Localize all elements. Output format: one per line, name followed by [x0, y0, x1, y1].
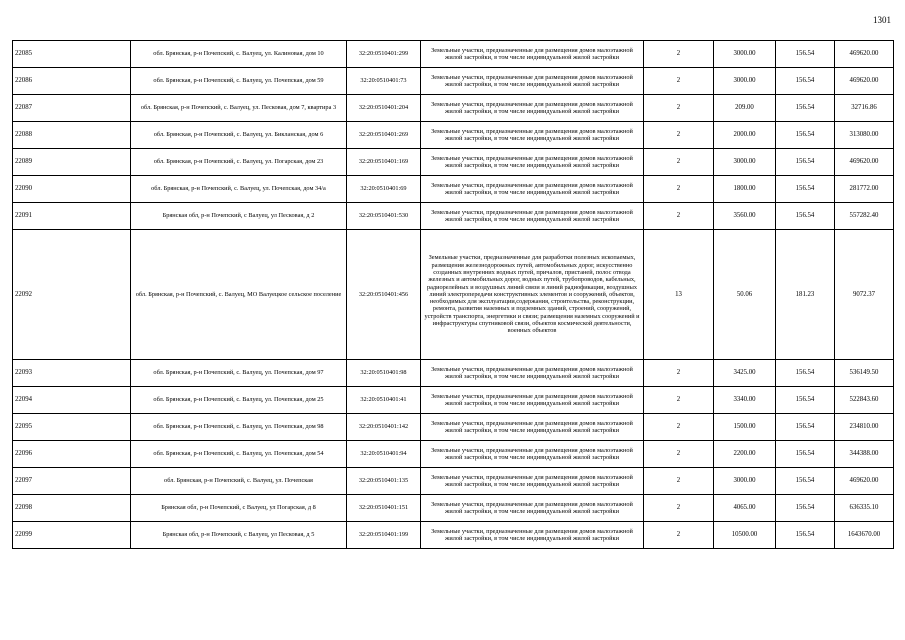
table-row	[13, 441, 894, 468]
row-id-cell: 22090	[13, 176, 131, 203]
address-cell: обл. Брянская, р-н Почепский, с. Валуец, ул. Почепская	[131, 468, 347, 495]
land-use-cell: Земельные участки, предназначенные для размещения домов малоэтажной жилой застройки, в том числе индивидуальной жилой застройки	[421, 387, 644, 414]
cadastral-value-cell: 344388.00	[835, 441, 894, 468]
category-code-cell: 2	[644, 95, 714, 122]
rate-cell: 156.54	[776, 41, 835, 68]
land-use-cell: Земельные участки, предназначенные для размещения домов малоэтажной жилой застройки, в том числе индивидуальной жилой застройки	[421, 360, 644, 387]
table-body	[13, 41, 894, 549]
cadastral-number-cell: 32:20:0510401:169	[347, 149, 421, 176]
cadastral-value-cell: 469620.00	[835, 149, 894, 176]
table-row	[13, 176, 894, 203]
land-use-cell: Земельные участки, предназначенные для размещения домов малоэтажной жилой застройки, в том числе индивидуальной жилой застройки	[421, 68, 644, 95]
rate-cell: 156.54	[776, 360, 835, 387]
address-cell: обл. Брянская, р-н Почепский, с. Валуец, ул. Почепская, дом 25	[131, 387, 347, 414]
cadastral-number-cell: 32:20:0510401:456	[347, 230, 421, 360]
land-use-cell: Земельные участки, предназначенные для размещения домов малоэтажной жилой застройки, в том числе индивидуальной жилой застройки	[421, 122, 644, 149]
table-row	[13, 41, 894, 68]
row-id-cell: 22091	[13, 203, 131, 230]
cadastral-number-cell: 32:20:0510401:73	[347, 68, 421, 95]
table-row	[13, 414, 894, 441]
cadastral-number-cell: 32:20:0510401:41	[347, 387, 421, 414]
table-row	[13, 522, 894, 549]
table-row	[13, 468, 894, 495]
cadastral-value-cell: 522843.60	[835, 387, 894, 414]
land-use-cell: Земельные участки, предназначенные для размещения домов малоэтажной жилой застройки, в том числе индивидуальной жилой застройки	[421, 414, 644, 441]
land-use-cell: Земельные участки, предназначенные для размещения домов малоэтажной жилой застройки, в том числе индивидуальной жилой застройки	[421, 522, 644, 549]
area-cell: 3000.00	[714, 68, 776, 95]
land-use-cell: Земельные участки, предназначенные для размещения домов малоэтажной жилой застройки, в том числе индивидуальной жилой застройки	[421, 495, 644, 522]
cadastral-value-cell: 469620.00	[835, 468, 894, 495]
land-use-cell: Земельные участки, предназначенные для размещения домов малоэтажной жилой застройки, в том числе индивидуальной жилой застройки	[421, 41, 644, 68]
category-code-cell: 2	[644, 495, 714, 522]
cadastral-value-cell: 234810.00	[835, 414, 894, 441]
row-id-cell: 22098	[13, 495, 131, 522]
cadastral-value-cell: 469620.00	[835, 41, 894, 68]
category-code-cell: 2	[644, 68, 714, 95]
address-cell: обл. Брянская, р-н Почепский, с. Валуец, МО Валуецкое сельское поселение	[131, 230, 347, 360]
cadastral-number-cell: 32:20:0510401:269	[347, 122, 421, 149]
table-row	[13, 68, 894, 95]
category-code-cell: 2	[644, 360, 714, 387]
table-row	[13, 149, 894, 176]
category-code-cell: 2	[644, 41, 714, 68]
category-code-cell: 2	[644, 522, 714, 549]
address-cell: обл. Брянская, р-н Почепский, с. Валуец, ул. Почепская, дом 34/а	[131, 176, 347, 203]
cadastral-number-cell: 32:20:0510401:98	[347, 360, 421, 387]
area-cell: 1800.00	[714, 176, 776, 203]
land-use-cell: Земельные участки, предназначенные для размещения домов малоэтажной жилой застройки, в том числе индивидуальной жилой застройки	[421, 95, 644, 122]
cadastral-value-cell: 281772.00	[835, 176, 894, 203]
rate-cell: 156.54	[776, 387, 835, 414]
row-id-cell: 22099	[13, 522, 131, 549]
cadastral-value-cell: 313080.00	[835, 122, 894, 149]
rate-cell: 156.54	[776, 176, 835, 203]
area-cell: 4065.00	[714, 495, 776, 522]
table-row	[13, 203, 894, 230]
address-cell: обл. Брянская, р-н Почепский, с. Валуец, ул. Почепская, дом 98	[131, 414, 347, 441]
row-id-cell: 22093	[13, 360, 131, 387]
table-row	[13, 360, 894, 387]
category-code-cell: 2	[644, 176, 714, 203]
category-code-cell: 2	[644, 468, 714, 495]
cadastral-number-cell: 32:20:0510401:204	[347, 95, 421, 122]
rate-cell: 156.54	[776, 68, 835, 95]
area-cell: 3000.00	[714, 149, 776, 176]
rate-cell: 156.54	[776, 203, 835, 230]
rate-cell: 156.54	[776, 522, 835, 549]
address-cell: Брянская обл, р-н Почепский, с Валуец, ул Песковая, д 2	[131, 203, 347, 230]
row-id-cell: 22094	[13, 387, 131, 414]
area-cell: 2200.00	[714, 441, 776, 468]
area-cell: 2000.00	[714, 122, 776, 149]
land-use-cell: Земельные участки, предназначенные для размещения домов малоэтажной жилой застройки, в том числе индивидуальной жилой застройки	[421, 149, 644, 176]
cadastral-value-cell: 9072.37	[835, 230, 894, 360]
rate-cell: 156.54	[776, 495, 835, 522]
cadastral-number-cell: 32:20:0510401:299	[347, 41, 421, 68]
category-code-cell: 2	[644, 414, 714, 441]
rate-cell: 156.54	[776, 95, 835, 122]
area-cell: 3000.00	[714, 41, 776, 68]
rate-cell: 181.23	[776, 230, 835, 360]
address-cell: Брянская обл, р-н Почепский, с Валуец, ул Погарская, д 8	[131, 495, 347, 522]
category-code-cell: 2	[644, 149, 714, 176]
category-code-cell: 13	[644, 230, 714, 360]
category-code-cell: 2	[644, 387, 714, 414]
cadastral-number-cell: 32:20:0510401:199	[347, 522, 421, 549]
row-id-cell: 22085	[13, 41, 131, 68]
cadastral-number-cell: 32:20:0510401:142	[347, 414, 421, 441]
table-row	[13, 122, 894, 149]
address-cell: обл. Брянская, р-н Почепский, с. Валуец, ул. Бикланская, дом 6	[131, 122, 347, 149]
cadastral-value-cell: 1643670.00	[835, 522, 894, 549]
address-cell: Брянская обл, р-н Почепский, с Валуец, ул Песковая, д 5	[131, 522, 347, 549]
row-id-cell: 22087	[13, 95, 131, 122]
table-row	[13, 495, 894, 522]
rate-cell: 156.54	[776, 122, 835, 149]
area-cell: 3560.00	[714, 203, 776, 230]
cadastral-value-cell: 469620.00	[835, 68, 894, 95]
cadastral-value-cell: 636335.10	[835, 495, 894, 522]
table-row	[13, 230, 894, 360]
cadastral-number-cell: 32:20:0510401:135	[347, 468, 421, 495]
category-code-cell: 2	[644, 203, 714, 230]
land-use-cell: Земельные участки, предназначенные для размещения домов малоэтажной жилой застройки, в том числе индивидуальной жилой застройки	[421, 441, 644, 468]
land-use-cell: Земельные участки, предназначенные для размещения домов малоэтажной жилой застройки, в том числе индивидуальной жилой застройки	[421, 468, 644, 495]
address-cell: обл. Брянская, р-н Почепский, с. Валуец, ул. Почепская, дом 59	[131, 68, 347, 95]
rate-cell: 156.54	[776, 414, 835, 441]
category-code-cell: 2	[644, 122, 714, 149]
area-cell: 3425.00	[714, 360, 776, 387]
area-cell: 1500.00	[714, 414, 776, 441]
cadastral-value-cell: 32716.86	[835, 95, 894, 122]
cadastral-value-cell: 536149.50	[835, 360, 894, 387]
table-row	[13, 387, 894, 414]
address-cell: обл. Брянская, р-н Почепский, с. Валуец, ул. Почепская, дом 54	[131, 441, 347, 468]
address-cell: обл. Брянская, р-н Почепский, с. Валуец, ул. Калиновая, дом 10	[131, 41, 347, 68]
row-id-cell: 22089	[13, 149, 131, 176]
land-use-cell: Земельные участки, предназначенные для размещения домов малоэтажной жилой застройки, в том числе индивидуальной жилой застройки	[421, 176, 644, 203]
area-cell: 209.00	[714, 95, 776, 122]
cadastral-number-cell: 32:20:0510401:530	[347, 203, 421, 230]
address-cell: обл. Брянская, р-н Почепский, с. Валуец, ул. Почепская, дом 97	[131, 360, 347, 387]
cadastral-value-cell: 557282.40	[835, 203, 894, 230]
area-cell: 3000.00	[714, 468, 776, 495]
row-id-cell: 22097	[13, 468, 131, 495]
category-code-cell: 2	[644, 441, 714, 468]
row-id-cell: 22086	[13, 68, 131, 95]
area-cell: 50.06	[714, 230, 776, 360]
cadastral-number-cell: 32:20:0510401:151	[347, 495, 421, 522]
cadastral-number-cell: 32:20:0510401:69	[347, 176, 421, 203]
land-use-cell: Земельные участки, предназначенные для разработки полезных ископаемых, размещения железнодорожных путей, автомобильных дорог, искусственно созданных внутренних водных путей, причалов, пристаней, полос отвода железных и автомобильных дорог, водных путей, трубопроводов, кабельных, радиорелейных и воздушных линий связи и линий радиофикации, воздушных линий электропередачи конструктивных элементов и сооружений, объектов, необходимых для эксплуатации,содержания, строительства, реконструкции, ремонта, развития наземных и подземных зданий, строений, сооружений, устройств транспорта, энергетики и связи; размещения наземных сооружений и инфраструктуры спутниковой связи, объектов космической деятельности, военных объектов	[421, 230, 644, 360]
row-id-cell: 22096	[13, 441, 131, 468]
cadastral-number-cell: 32:20:0510401:94	[347, 441, 421, 468]
row-id-cell: 22088	[13, 122, 131, 149]
land-use-cell: Земельные участки, предназначенные для размещения домов малоэтажной жилой застройки, в том числе индивидуальной жилой застройки	[421, 203, 644, 230]
rate-cell: 156.54	[776, 441, 835, 468]
area-cell: 10500.00	[714, 522, 776, 549]
area-cell: 3340.00	[714, 387, 776, 414]
rate-cell: 156.54	[776, 149, 835, 176]
rate-cell: 156.54	[776, 468, 835, 495]
row-id-cell: 22092	[13, 230, 131, 360]
row-id-cell: 22095	[13, 414, 131, 441]
land-register-table	[12, 40, 894, 549]
table-row	[13, 95, 894, 122]
address-cell: обл. Брянская, р-н Почепский, с. Валуец, ул. Песковая, дом 7, квартира 3	[131, 95, 347, 122]
page-number: 1301	[873, 15, 891, 25]
address-cell: обл. Брянская, р-н Почепский, с. Валуец, ул. Погарская, дом 23	[131, 149, 347, 176]
